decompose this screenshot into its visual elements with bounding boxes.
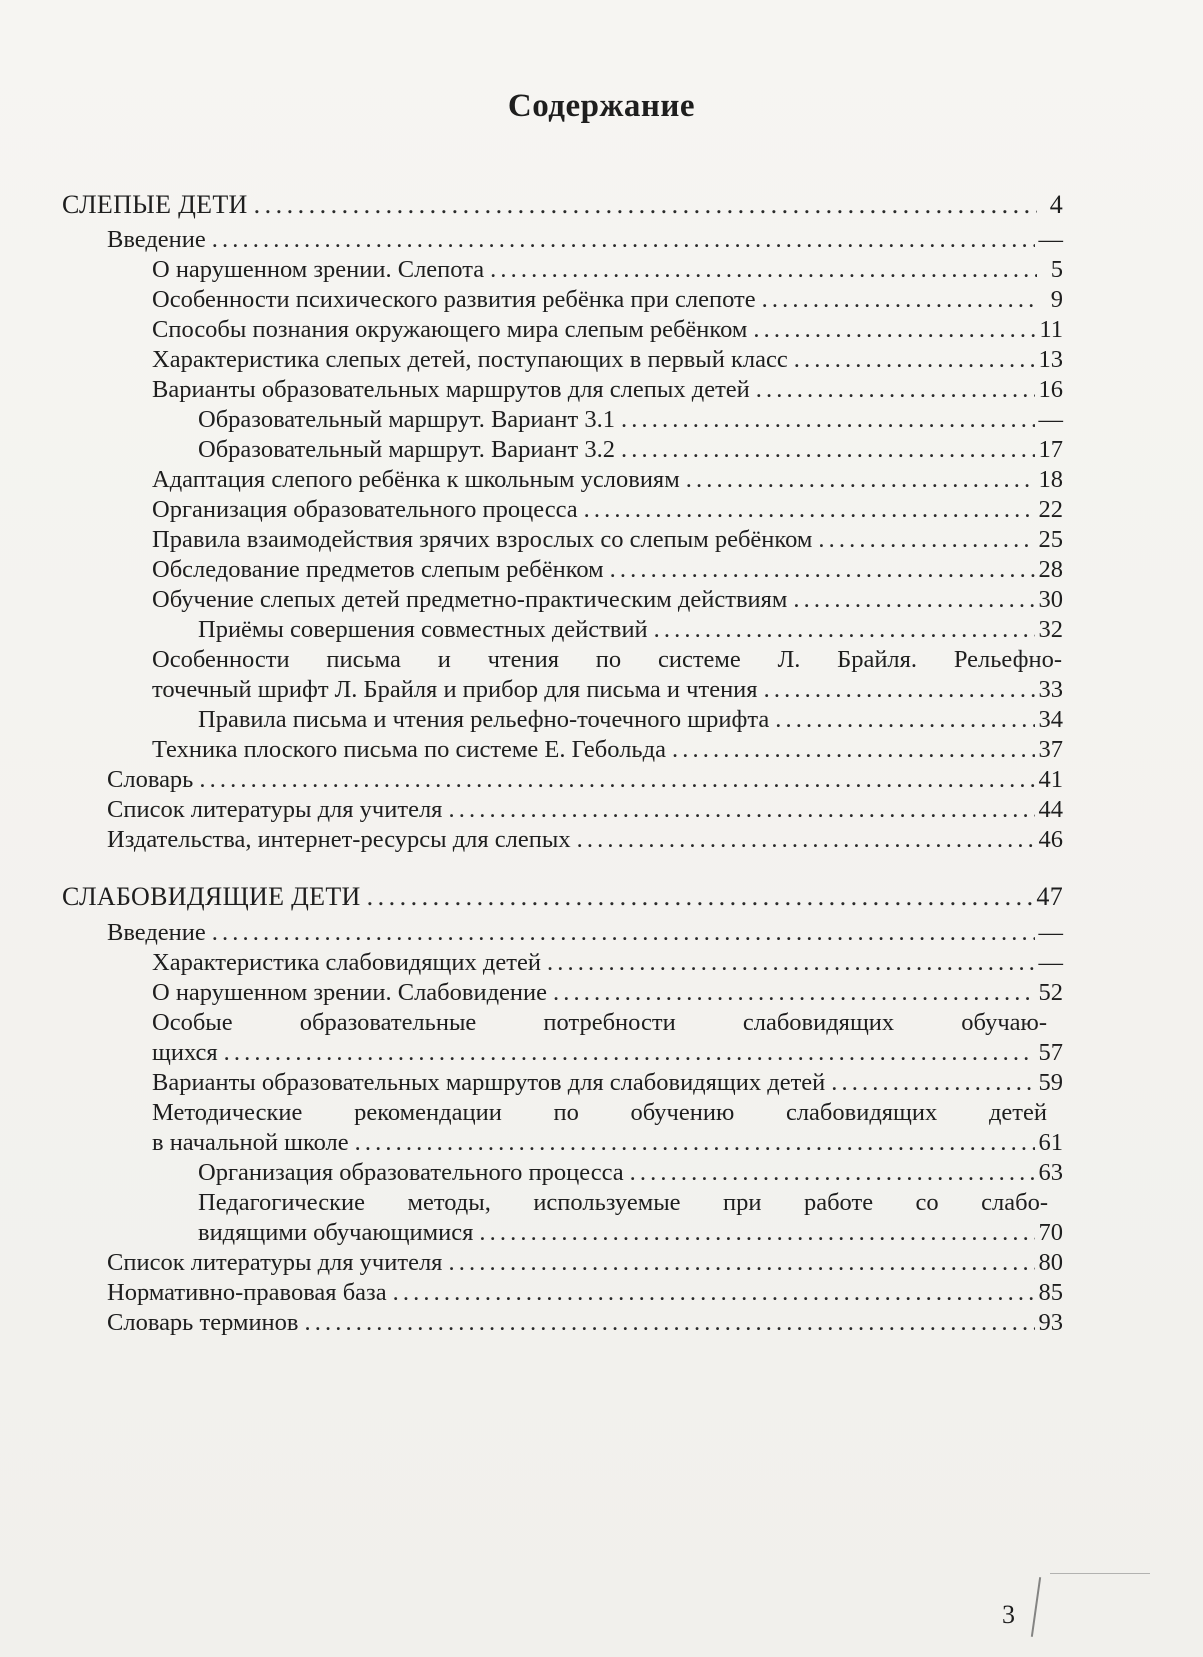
toc-entry[interactable]: О нарушенном зрении. Слабовидение . . . 52 bbox=[152, 978, 1063, 1008]
toc-entry[interactable]: Характеристика слепых детей, поступающих в первый класс . . . 13 bbox=[152, 345, 1063, 375]
toc-entry[interactable]: в начальной школе . . . 61 bbox=[152, 1128, 1063, 1158]
toc-entry[interactable]: Характеристика слабовидящих детей . . . — bbox=[152, 948, 1063, 978]
page-number: 3 bbox=[1002, 1600, 1015, 1629]
toc-entry-line1: Педагогические методы, используемые при работе со слабо- bbox=[198, 1189, 1048, 1216]
toc-entry[interactable]: Организация образовательного процесса . . . 63 bbox=[198, 1158, 1063, 1188]
toc-entry[interactable]: Образовательный маршрут. Вариант 3.1 . . . — bbox=[198, 405, 1063, 435]
toc-entry[interactable]: Введение . . . — bbox=[107, 918, 1063, 948]
toc-entry[interactable]: Варианты образовательных маршрутов для слабовидящих детей . . . 59 bbox=[152, 1068, 1063, 1098]
page-title: Содержание bbox=[507, 88, 696, 124]
toc-entry[interactable]: О нарушенном зрении. Слепота . . . 5 bbox=[152, 255, 1063, 285]
toc-entry[interactable]: Список литературы для учителя . . . 44 bbox=[107, 795, 1063, 825]
pen-mark bbox=[1050, 1573, 1150, 1574]
toc-section-heading[interactable]: СЛАБОВИДЯЩИЕ ДЕТИ . . . 47 bbox=[62, 882, 1063, 912]
toc-entry[interactable]: щихся . . . 57 bbox=[152, 1038, 1063, 1068]
toc-entry[interactable]: Организация образовательного процесса . . . 22 bbox=[152, 495, 1063, 525]
toc-page-number: 47 bbox=[1036, 882, 1063, 911]
toc-entry[interactable]: Особенности психического развития ребёнка при слепоте . . . 9 bbox=[152, 285, 1063, 315]
toc-section-heading[interactable]: СЛЕПЫЕ ДЕТИ . . . 4 bbox=[62, 190, 1063, 220]
toc-entry[interactable]: Правила письма и чтения рельефно-точечного шрифта . . . 34 bbox=[198, 705, 1063, 735]
toc-entry[interactable]: Введение . . . — bbox=[107, 225, 1063, 255]
toc-entry[interactable]: видящими обучающимися . . . 70 bbox=[198, 1218, 1063, 1248]
toc-entry-line1: Особые образовательные потребности слабовидящих обучаю- bbox=[152, 1009, 1047, 1036]
toc-entry[interactable]: Способы познания окружающего мира слепым ребёнком . . . 11 bbox=[152, 315, 1063, 345]
toc-page-number: 4 bbox=[1049, 190, 1063, 219]
toc-entry[interactable]: Обучение слепых детей предметно-практическим действиям . . . 30 bbox=[152, 585, 1063, 615]
toc-entry[interactable]: Приёмы совершения совместных действий . . . 32 bbox=[198, 615, 1063, 645]
toc-entry[interactable]: Словарь . . . 41 bbox=[107, 765, 1063, 795]
toc-entry-line1: Методические рекомендации по обучению слабовидящих детей bbox=[152, 1099, 1047, 1126]
toc-entry[interactable]: Техника плоского письма по системе Е. Гебольда . . . 37 bbox=[152, 735, 1063, 765]
toc-entry[interactable]: Нормативно-правовая база . . . 85 bbox=[107, 1278, 1063, 1308]
toc-entry[interactable]: Образовательный маршрут. Вариант 3.2 . . . 17 bbox=[198, 435, 1063, 465]
toc-entry[interactable]: Варианты образовательных маршрутов для слепых детей . . . 16 bbox=[152, 375, 1063, 405]
toc-entry-line1: Особенности письма и чтения по системе Л. Брайля. Рельефно- bbox=[152, 646, 1062, 673]
toc-entry[interactable]: Адаптация слепого ребёнка к школьным условиям . . . 18 bbox=[152, 465, 1063, 495]
toc-entry[interactable]: Издательства, интернет-ресурсы для слепых . . . 46 bbox=[107, 825, 1063, 855]
toc-entry[interactable]: Словарь терминов . . . 93 bbox=[107, 1308, 1063, 1338]
toc-entry[interactable]: Правила взаимодействия зрячих взрослых со слепым ребёнком . . . 25 bbox=[152, 525, 1063, 555]
toc-entry[interactable]: точечный шрифт Л. Брайля и прибор для письма и чтения . . . 33 bbox=[152, 675, 1063, 705]
toc-entry[interactable]: Список литературы для учителя . . . 80 bbox=[107, 1248, 1063, 1278]
toc-entry[interactable]: Обследование предметов слепым ребёнком . . . 28 bbox=[152, 555, 1063, 585]
